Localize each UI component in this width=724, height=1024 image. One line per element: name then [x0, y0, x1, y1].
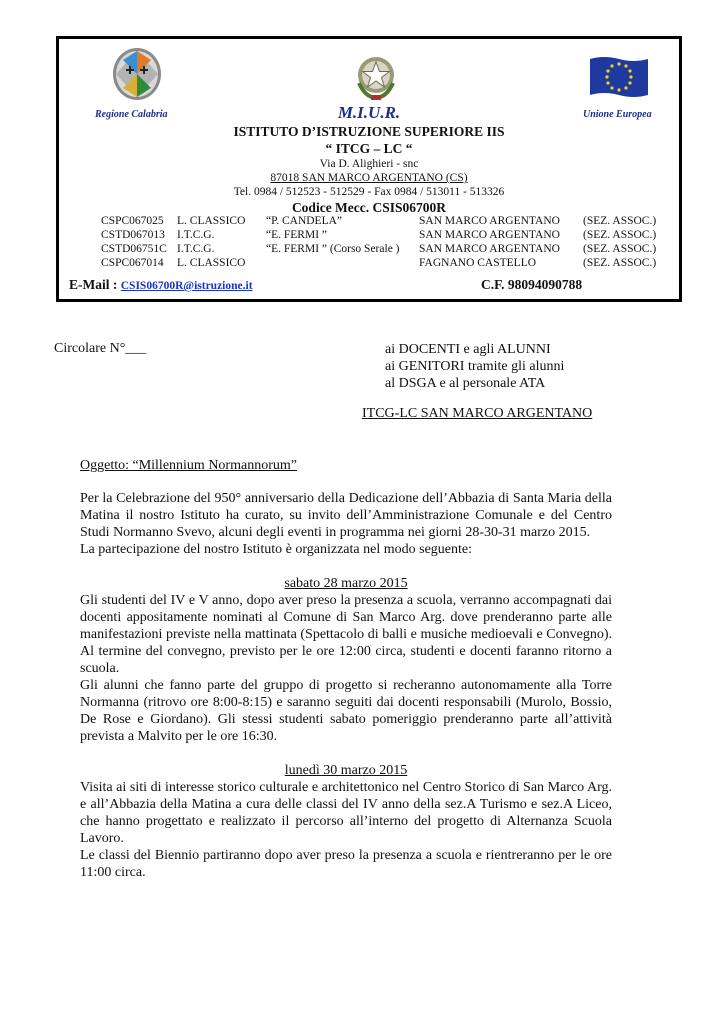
letterhead	[56, 36, 682, 302]
section-code: CSTD06751C	[101, 243, 167, 255]
day1-paragraph-1: Gli studenti del IV e V anno, dopo aver preso la presenza a scuola, verranno accompagnati dai docenti appositamente nominati al Comune di San Marco Arg. dove prenderanno parte alle manifestazioni previste nella mattinata (Spettacolo di balli e musiche medioevali e Convegno). Al termine del convegno, previsto per le ore 12:00 circa, studenti e docenti faranno ritorno a scuola.	[80, 593, 612, 676]
institute-name: ISTITUTO D’ISTRUZIONE SUPERIORE IIS	[233, 124, 505, 139]
italian-republic-emblem	[353, 53, 399, 101]
section-city: SAN MARCO ARGENTANO	[419, 229, 560, 241]
section-name: “P. CANDELA”	[266, 215, 343, 227]
address-street: Via D. Alighieri - snc	[319, 158, 419, 170]
section-assoc: (SEZ. ASSOC.)	[583, 229, 657, 241]
section-type: I.T.C.G.	[177, 229, 215, 241]
subject-line: Oggetto: “Millennium Normannorum”	[80, 458, 297, 473]
intro-paragraph-2: La partecipazione del nostro Istituto è organizzata nel modo seguente:	[80, 542, 472, 557]
school-location: ITCG-LC SAN MARCO ARGENTANO	[362, 406, 593, 421]
codice-fiscale: C.F. 98094090788	[481, 277, 583, 292]
miur-title: M.I.U.R.	[337, 103, 401, 122]
day-heading: sabato 28 marzo 2015	[284, 576, 408, 591]
day2-paragraph-2: Le classi del Biennio partiranno dopo aver preso la presenza a scuola e rientreranno per le ore 11:00 circa.	[80, 848, 612, 880]
section-assoc: (SEZ. ASSOC.)	[583, 243, 657, 255]
section-code: CSPC067014	[101, 257, 164, 269]
section-assoc: (SEZ. ASSOC.)	[583, 215, 657, 227]
recipient-line: al DSGA e al personale ATA	[385, 376, 546, 391]
email-line	[69, 277, 253, 293]
phone-fax: Tel. 0984 / 512523 - 512529 - Fax 0984 / 513011 - 513326	[233, 186, 505, 198]
day1-paragraph-2: Gli alunni che fanno parte del gruppo di progetto si recheranno autonomamente alla Torre Normanna (ritrovo ore 8:00-8:15) e saranno seguiti dai docenti responsabili (Murolo, Bossio, De Rose e Giordano). Gli stessi studenti sabato pomeriggio prenderanno parte all’attività prevista a Malvito per le ore 16:30.	[80, 678, 612, 744]
section-city: SAN MARCO ARGENTANO	[419, 243, 560, 255]
email-link[interactable]: CSIS06700R@istruzione.it	[120, 280, 253, 292]
intro-paragraph: Per la Celebrazione del 950° anniversario della Dedicazione dell’Abbazia di Santa Maria della Matina il nostro Istituto ha curato, su invito dell’Amministrazione Comunale e del Centro Studi Normanno Svevo, alcuni degli eventi in programma nei giorni 28-30-31 marzo 2015.	[80, 491, 612, 540]
section-city: FAGNANO CASTELLO	[419, 257, 537, 269]
section-code: CSPC067025	[101, 215, 164, 227]
day-heading: lunedì 30 marzo 2015	[284, 763, 408, 778]
section-type: I.T.C.G.	[177, 243, 215, 255]
regione-label: Regione Calabria	[95, 109, 168, 120]
section-type: L. CLASSICO	[177, 257, 246, 269]
address-city: 87018 SAN MARCO ARGENTANO (CS)	[270, 172, 468, 184]
section-city: SAN MARCO ARGENTANO	[419, 215, 560, 227]
recipient-line: ai GENITORI tramite gli alunni	[385, 359, 565, 374]
codice-meccanografico: Codice Mecc. CSIS06700R	[291, 200, 447, 215]
circular-number: Circolare N°___	[54, 341, 147, 356]
recipient-line: ai DOCENTI e agli ALUNNI	[385, 342, 551, 357]
email-label: E-Mail :	[69, 277, 121, 292]
institute-acronym: “ ITCG – LC “	[325, 141, 413, 156]
section-name: “E. FERMI ” (Corso Serale )	[266, 243, 400, 255]
day2-paragraph-1: Visita ai siti di interesse storico culturale e architettonico nel Centro Storico di San Marco Arg. e all’Abbazia della Matina a cura delle classi del IV anno della sez.A Turismo e sez.A Liceo, che hanno progettato e realizzato il percorso all’interno del progetto di Alternanza Scuola Lavoro.	[80, 780, 612, 846]
letter-body	[80, 490, 612, 881]
regione-calabria-logo	[111, 46, 163, 102]
european-union-flag	[588, 55, 650, 99]
section-code: CSTD067013	[101, 229, 165, 241]
eu-label: Unione Europea	[583, 109, 652, 120]
recipients	[385, 341, 564, 392]
section-type: L. CLASSICO	[177, 215, 246, 227]
section-name: “E. FERMI ”	[266, 229, 328, 241]
section-assoc: (SEZ. ASSOC.)	[583, 257, 657, 269]
